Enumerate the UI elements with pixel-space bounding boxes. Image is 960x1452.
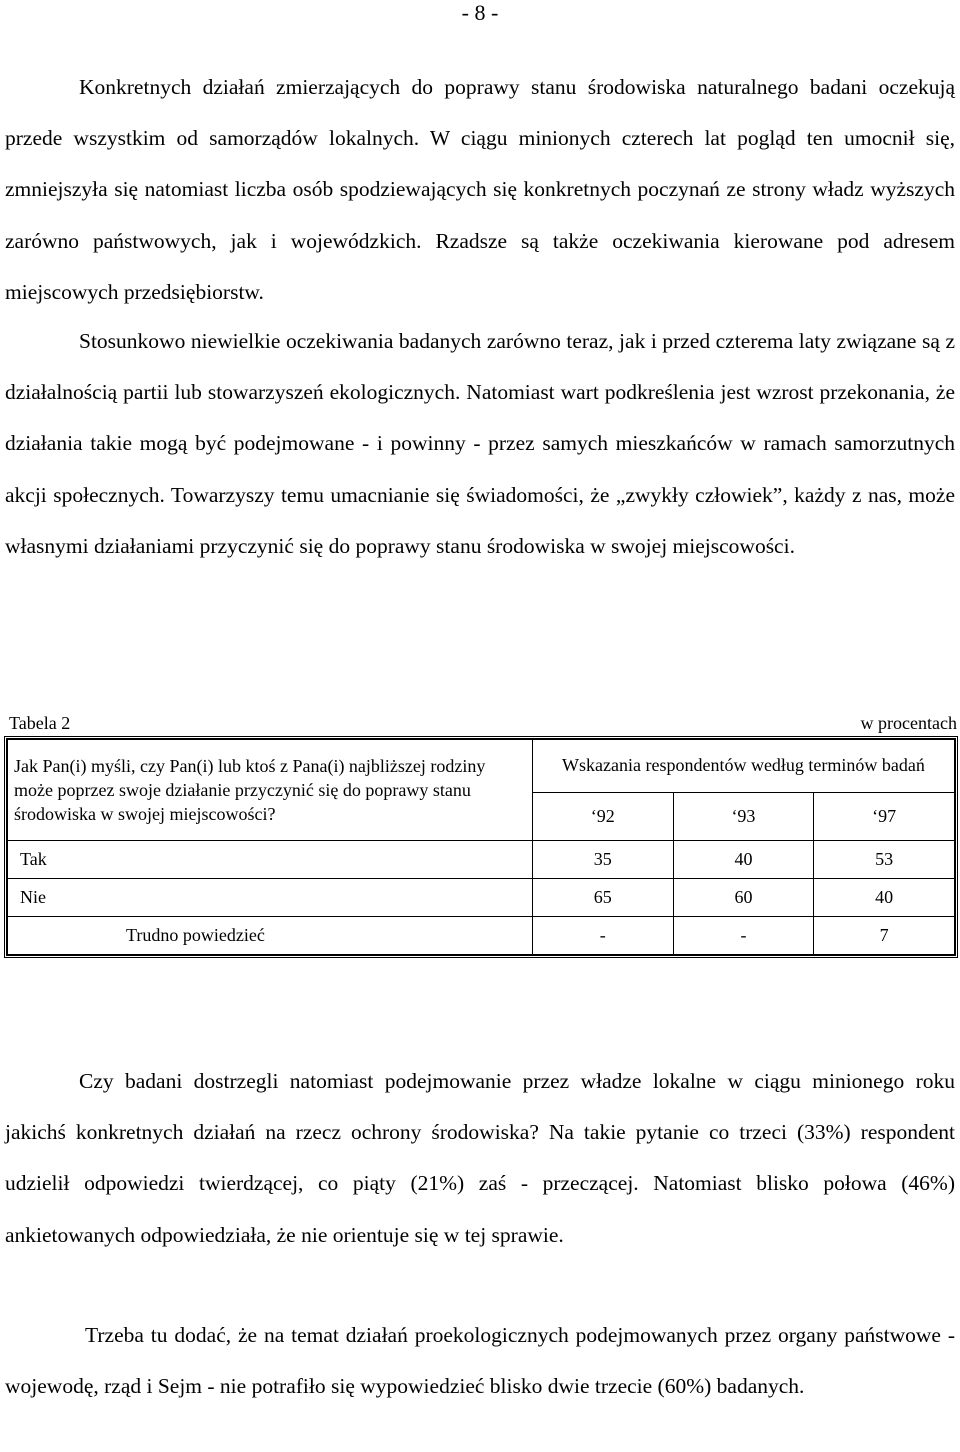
row-label: Trudno powiedzieć xyxy=(8,917,533,955)
paragraph-4-text: Trzeba tu dodać, że na temat działań proekologicznych podejmowanych przez organy państwowe - wojewodę, rząd i Sejm - nie potrafiło się wypowiedzieć blisko dwie trzecie (60%) badanych. xyxy=(5,1323,955,1399)
paragraph-3-text: Czy badani dostrzegli natomiast podejmowanie przez władze lokalne w ciągu minionego roku jakichś konkretnych działań na rzecz ochrony środowiska? Na takie pytanie co trzeci (33%) respondent udzielił odpowiedzi twierdzącej, co piąty (21%) zaś - przeczącej. Natomiast blisko połowa (46%) ankietowanych odpowiedziała, że nie orientuje się w tej sprawie. xyxy=(5,1069,955,1247)
paragraph-4 xyxy=(5,1310,955,1412)
year-header: ‘97 xyxy=(814,792,955,840)
row-label: Nie xyxy=(8,879,533,917)
cell-value: 40 xyxy=(673,841,814,879)
row-label: Tak xyxy=(8,841,533,879)
header-cell: Wskazania respondentów według terminów badań xyxy=(532,740,954,793)
cell-value: - xyxy=(532,917,673,955)
page-number: - 8 - xyxy=(461,0,499,25)
paragraph-1 xyxy=(5,62,955,318)
cell-value: 60 xyxy=(673,879,814,917)
year-header: ‘93 xyxy=(673,792,814,840)
results-table xyxy=(4,736,958,958)
cell-value: 40 xyxy=(814,879,955,917)
cell-value: 53 xyxy=(814,841,955,879)
cell-value: 65 xyxy=(532,879,673,917)
table-row xyxy=(8,917,955,955)
paragraph-2-text: Stosunkowo niewielkie oczekiwania badanych zarówno teraz, jak i przed czterema laty związane są z działalnością partii lub stowarzyszeń ekologicznych. Natomiast wart podkreślenia jest wzrost przekonania, że działania takie mogą być podejmowane - i powinny - przez samych mieszkańców w ramach samorzutnych akcji społecznych. Towarzyszy temu umacnianie się świadomości, że „zwykły człowiek”, każdy z nas, może własnymi działaniami przyczynić się do poprawy stanu środowiska w swojej miejscowości. xyxy=(5,329,955,558)
table-row xyxy=(8,841,955,879)
question-cell: Jak Pan(i) myśli, czy Pan(i) lub ktoś z Pana(i) najbliższej rodziny może poprzez swoje działanie przyczynić się do poprawy stanu środowiska w swojej miejscowości? xyxy=(8,740,533,841)
year-header: ‘92 xyxy=(532,792,673,840)
table-unit: w procentach xyxy=(860,713,957,733)
paragraph-1-text: Konkretnych działań zmierzających do poprawy stanu środowiska naturalnego badani oczekują przede wszystkim od samorządów lokalnych. W ciągu minionych czterech lat pogląd ten umocnił się, zmniejszyła się natomiast liczba osób spodziewających się konkretnych poczynań ze strony władz wyższych zarówno państwowych, jak i wojewódzkich. Rzadsze są także oczekiwania kierowane pod adresem miejscowych przedsiębiorstw. xyxy=(5,75,955,304)
paragraph-3 xyxy=(5,1056,955,1261)
cell-value: 35 xyxy=(532,841,673,879)
cell-value: - xyxy=(673,917,814,955)
table-row xyxy=(8,879,955,917)
paragraph-2 xyxy=(5,316,955,572)
table-caption: Tabela 2 xyxy=(9,713,71,733)
cell-value: 7 xyxy=(814,917,955,955)
